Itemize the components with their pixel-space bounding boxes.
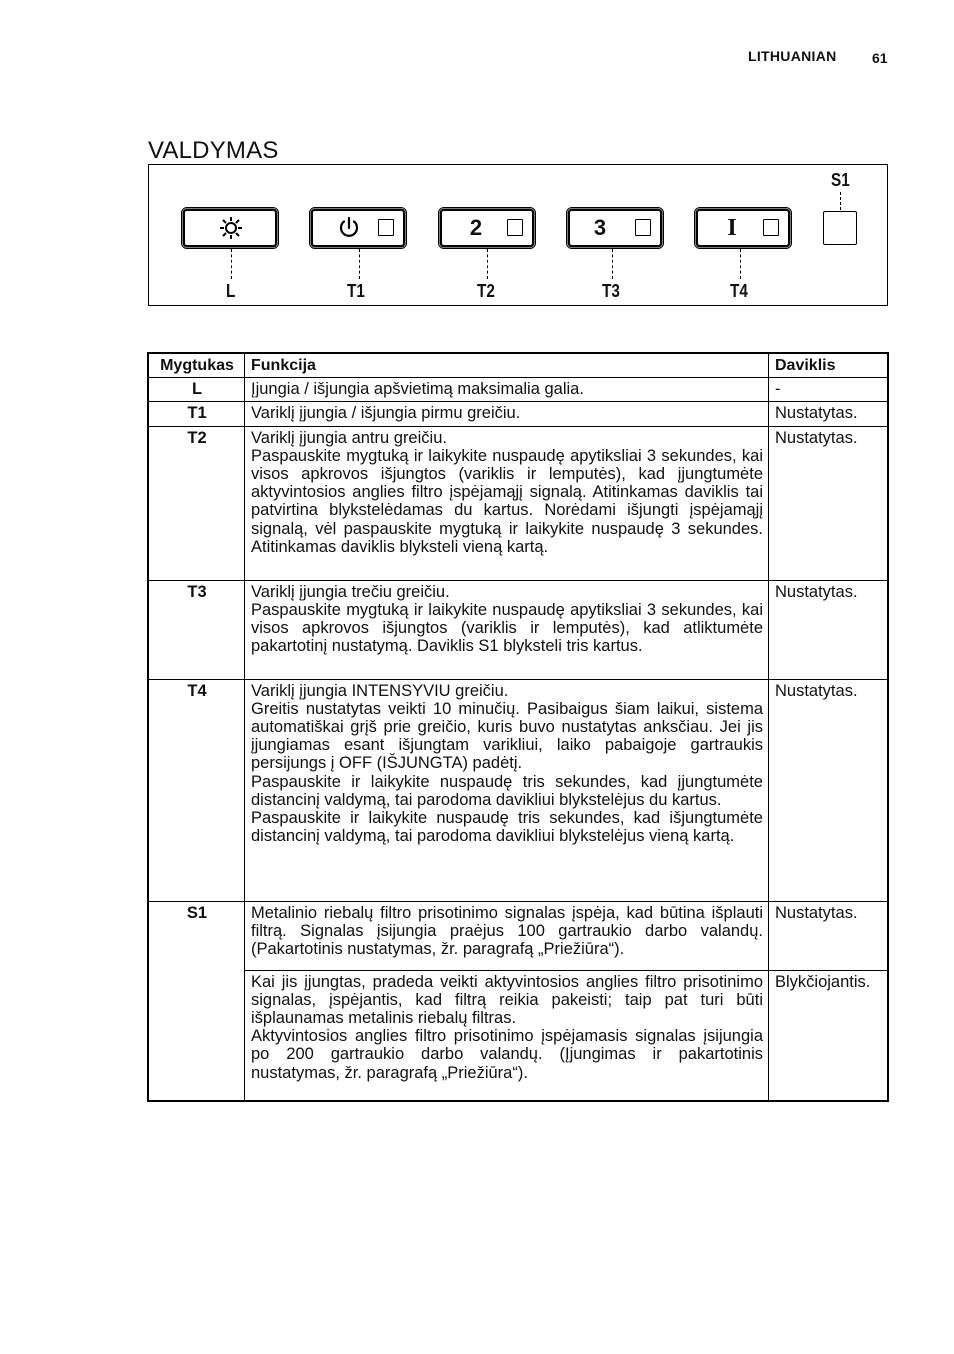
function-text: Variklį įjungia trečiu greičiu. bbox=[251, 582, 450, 601]
t1-indicator bbox=[378, 219, 394, 236]
row-key: L bbox=[148, 378, 245, 402]
sun-icon bbox=[185, 215, 277, 241]
button-l[interactable] bbox=[184, 210, 276, 246]
row-sensor: Nustatytas. bbox=[769, 426, 889, 580]
button-t3[interactable] bbox=[569, 210, 661, 246]
connector-t4 bbox=[740, 249, 741, 279]
header-button: Mygtukas bbox=[148, 353, 245, 378]
connector-t2 bbox=[487, 249, 488, 279]
table-header-row bbox=[148, 353, 888, 378]
control-panel-diagram bbox=[148, 164, 888, 306]
section-title: VALDYMAS bbox=[148, 137, 279, 164]
row-key: T2 bbox=[148, 426, 245, 580]
row-function bbox=[245, 580, 769, 679]
s1-indicator bbox=[823, 211, 857, 245]
connector-t3 bbox=[612, 249, 613, 279]
row-function bbox=[245, 901, 769, 970]
function-text: Metalinio riebalų filtro prisotinimo signalas įspėja, kad būtina išplauti filtrą. Signalas įsijungia praėjus 100 gartraukio darbo valandų. (Pakartotinis nustatymas, žr. paragrafą „Priežiūra“). bbox=[251, 903, 763, 959]
table-row bbox=[148, 679, 888, 901]
intensive-glyph: I bbox=[727, 214, 737, 241]
row-sensor: - bbox=[769, 378, 889, 402]
function-text: Paspauskite ir laikykite nuspaudę tris sekundes, kad įjungtumėte distancinį valdymą, tai parodoma davikliui blykstelėjus du kartus. bbox=[251, 772, 763, 809]
function-text: Variklį įjungia INTENSYVIU greičiu. bbox=[251, 681, 509, 700]
row-key: T1 bbox=[148, 402, 245, 426]
panel-label-t2: T2 bbox=[477, 281, 495, 301]
connector-t1 bbox=[359, 249, 360, 279]
function-text: Įjungia / išjungia apšvietimą maksimalia galia. bbox=[251, 380, 584, 399]
row-sensor: Nustatytas. bbox=[769, 402, 889, 426]
function-text: Variklį įjungia / išjungia pirmu greičiu. bbox=[251, 404, 521, 423]
row-function bbox=[245, 679, 769, 901]
connector-l bbox=[231, 249, 232, 279]
row-function bbox=[245, 426, 769, 580]
page-number: 61 bbox=[872, 50, 888, 66]
header-sensor: Daviklis bbox=[769, 353, 889, 378]
panel-label-t4: T4 bbox=[730, 281, 748, 301]
function-text: Variklį įjungia antru greičiu. bbox=[251, 428, 447, 447]
row-sensor: Nustatytas. bbox=[769, 901, 889, 970]
header-function: Funkcija bbox=[245, 353, 769, 378]
row-key: T4 bbox=[148, 679, 245, 901]
power-icon bbox=[331, 215, 367, 241]
function-text: Aktyvintosios anglies filtro prisotinimo įspėjamasis signalas įsijungia po 200 gartraukio darbo valandų. (Įjungimas ir pakartotinis nustatymas, žr. paragrafą „Priežiūra“). bbox=[251, 1027, 763, 1082]
controls-table bbox=[147, 352, 889, 1102]
speed-2-glyph: 2 bbox=[469, 215, 483, 240]
row-sensor: Nustatytas. bbox=[769, 679, 889, 901]
button-t4[interactable] bbox=[697, 210, 789, 246]
row-function bbox=[245, 970, 769, 1101]
row-key: T3 bbox=[148, 580, 245, 679]
page-header-language: LITHUANIAN bbox=[748, 48, 837, 64]
table-row bbox=[148, 378, 888, 402]
table-row bbox=[148, 580, 888, 679]
table-row bbox=[148, 970, 888, 1101]
t3-indicator bbox=[635, 219, 651, 236]
function-text: Greitis nustatytas veikti 10 minučių. Pasibaigus šiam laikui, sistema automatiškai grįš prie greičio, kuris buvo nustatytas anksčiau. Jei jis įjungiamas esant išjungtam varikliui, laiko pabaigoje gartraukis persijungs į OFF (IŠJUNGTA) padėtį. bbox=[251, 699, 763, 773]
function-text: Kai jis įjungtas, pradeda veikti aktyvintosios anglies filtro prisotinimo signalas, įspėjantis, kad filtrą reikia pakeisti; taip pat turi būti išplaunamas metalinis riebalų filtras. bbox=[251, 972, 763, 1028]
button-t1[interactable] bbox=[312, 210, 404, 246]
row-sensor: Blykčiojantis. bbox=[769, 970, 889, 1101]
row-key: S1 bbox=[148, 901, 245, 1101]
table-row bbox=[148, 901, 888, 970]
s1-connector bbox=[840, 192, 841, 210]
panel-label-t3: T3 bbox=[602, 281, 620, 301]
t4-indicator bbox=[763, 219, 779, 236]
function-text: Paspauskite mygtuką ir laikykite nuspaudę apytiksliai 3 sekundes, kai visos apkrovos išjungtos (variklis ir lemputės), kad atliktumėte pakartotinį nustatymą. Daviklis S1 blyksteli tris kartus. bbox=[251, 600, 763, 656]
row-function bbox=[245, 378, 769, 402]
table-row bbox=[148, 402, 888, 426]
button-t2[interactable] bbox=[441, 210, 533, 246]
panel-label-t1: T1 bbox=[347, 281, 365, 301]
t2-indicator bbox=[507, 219, 523, 236]
panel-label-l: L bbox=[226, 281, 236, 301]
panel-label-s1: S1 bbox=[831, 170, 850, 190]
function-text: Paspauskite ir laikykite nuspaudę tris sekundes, kad išjungtumėte distancinį valdymą, tai parodoma davikliui blykstelėjus vieną kartą. bbox=[251, 809, 763, 846]
row-function bbox=[245, 402, 769, 426]
table-row bbox=[148, 426, 888, 580]
speed-3-glyph: 3 bbox=[593, 215, 607, 240]
row-sensor: Nustatytas. bbox=[769, 580, 889, 679]
function-text: Paspauskite mygtuką ir laikykite nuspaudę apytiksliai 3 sekundes, kai visos apkrovos išjungtos (variklis ir lemputės), kad įjungtumėte aktyvintosios anglies filtro įspėjamąjį signalą. Atitinkamas daviklis tai patvirtina blykstelėdamas du kartus. Norėdami išjungti įspėjamąjį signalą, vėl paspauskite mygtuką ir laikykite nuspaudę 3 sekundes. Atitinkamas daviklis blyksteli vieną kartą. bbox=[251, 446, 763, 556]
